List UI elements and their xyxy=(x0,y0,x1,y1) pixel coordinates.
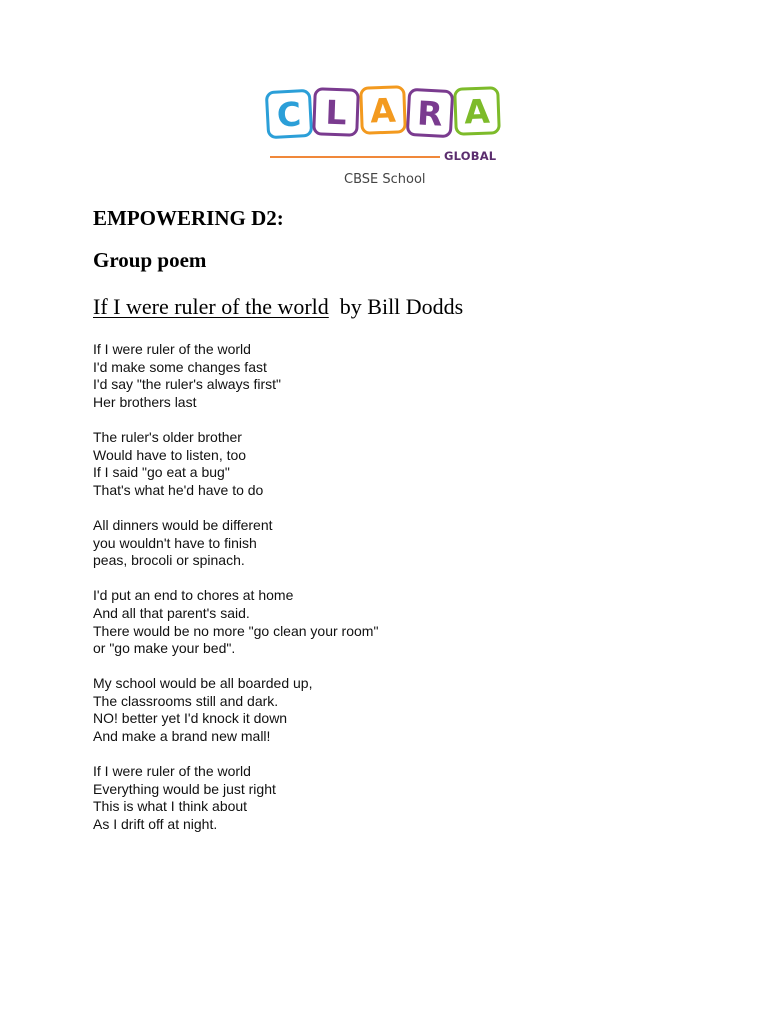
logo-tile-a: A xyxy=(359,85,407,135)
poem-line: I'd say "the ruler's always first" xyxy=(93,376,282,393)
poem-line: I'd make some changes fast xyxy=(93,358,267,375)
poem-title: If I were ruler of the world xyxy=(93,294,329,319)
poem-line: The classrooms still and dark. xyxy=(93,692,279,709)
poem-stanza xyxy=(93,517,378,570)
logo-tile-a-2: A xyxy=(453,86,501,136)
poem-body xyxy=(93,341,378,851)
logo-tile-l: L xyxy=(312,87,360,137)
poem-stanza xyxy=(93,429,378,499)
poem-line: As I drift off at night. xyxy=(93,816,218,833)
poem-line: I'd put an end to chores at home xyxy=(93,587,294,604)
poem-stanza xyxy=(93,763,378,833)
poem-stanza xyxy=(93,587,378,657)
poem-stanza xyxy=(93,341,378,411)
poem-line: If I said "go eat a bug" xyxy=(93,464,230,481)
logo-tagline: GLOBAL xyxy=(444,149,497,163)
logo-tile-r: R xyxy=(406,88,454,138)
poem-line: The ruler's older brother xyxy=(93,428,242,445)
poem-line: If I were ruler of the world xyxy=(93,341,251,357)
poem-line: And make a brand new mall! xyxy=(93,728,271,745)
logo-school-name: CBSE School xyxy=(344,172,426,187)
poem-line: NO! better yet I'd knock it down xyxy=(93,710,288,727)
poem-line: Everything would be just right xyxy=(93,780,276,797)
poem-author: by Bill Dodds xyxy=(339,294,464,319)
poem-line: That's what he'd have to do xyxy=(93,481,264,498)
poem-stanza xyxy=(93,675,378,745)
poem-line: If I were ruler of the world xyxy=(93,763,251,780)
logo-divider xyxy=(270,156,440,158)
logo-letter-tiles xyxy=(266,86,502,146)
poem-line: All dinners would be different xyxy=(93,516,273,533)
poem-title-line xyxy=(93,294,463,320)
poem-line: Her brothers last xyxy=(93,393,197,410)
poem-line: My school would be all boarded up, xyxy=(93,675,313,692)
logo-tile-c: C xyxy=(265,89,313,139)
school-logo xyxy=(266,86,502,192)
poem-line: or "go make your bed". xyxy=(93,640,236,657)
poem-line: There would be no more "go clean your room" xyxy=(93,622,379,639)
poem-line: Would have to listen, too xyxy=(93,446,247,463)
poem-line: This is what I think about xyxy=(93,798,248,815)
poem-line: you wouldn't have to finish xyxy=(93,534,257,551)
poem-line: And all that parent's said. xyxy=(93,604,250,621)
poem-line: peas, brocoli or spinach. xyxy=(93,552,245,569)
document-heading: EMPOWERING D2: xyxy=(93,206,284,230)
document-subheading: Group poem xyxy=(93,248,207,272)
